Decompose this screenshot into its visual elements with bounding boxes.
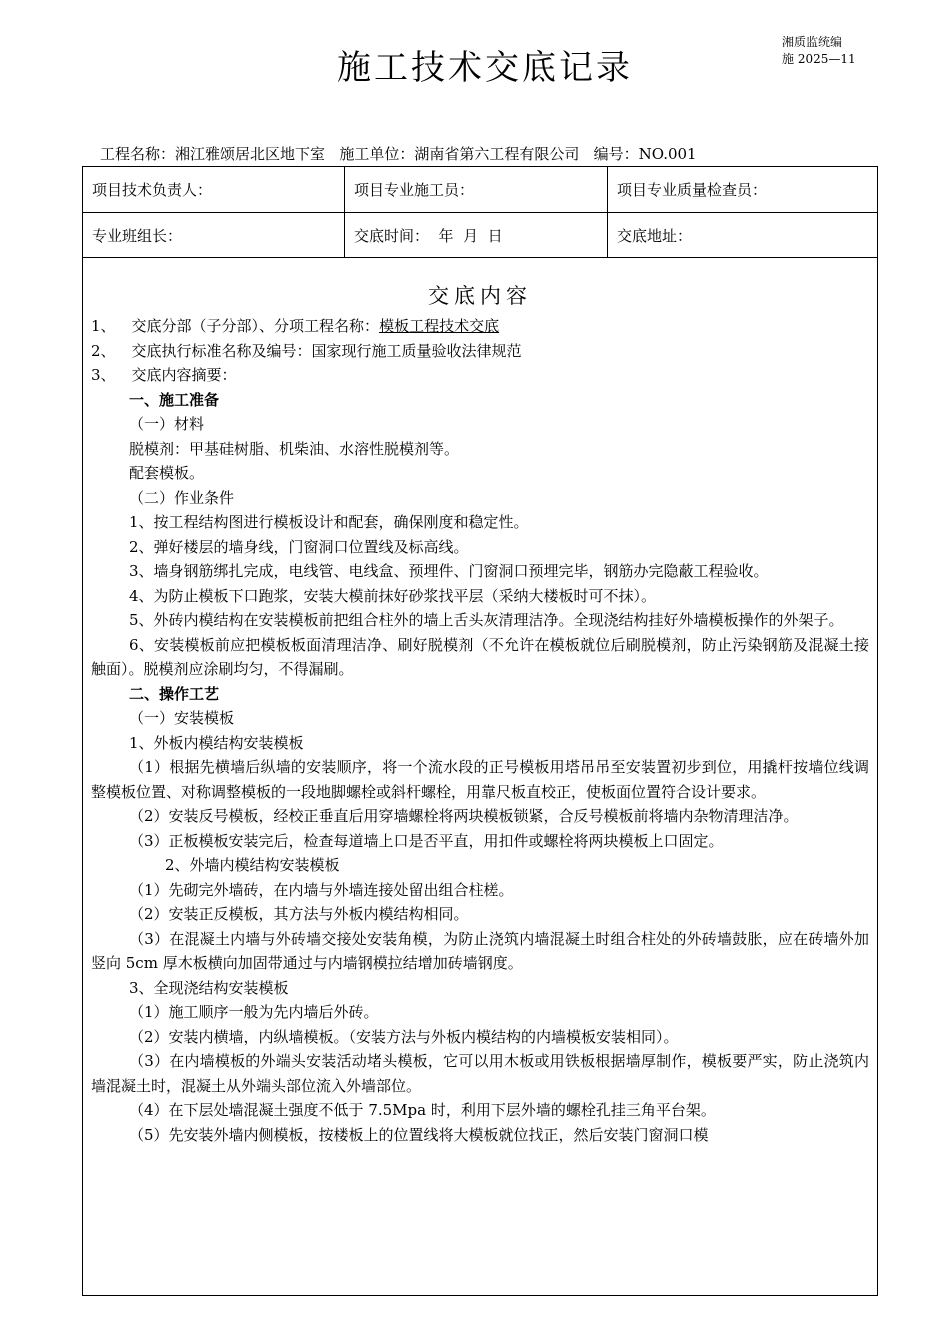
paragraph: 3、墙身钢筋绑扎完成，电线管、电线盒、预埋件、门窗洞口预埋完毕，钢筋办完隐蔽工程验收。 — [129, 562, 769, 580]
project-info-line — [100, 143, 697, 164]
briefing-time-cell: 交底时间： 年 月 日 — [345, 213, 608, 258]
item-value: 模板工程技术交底 — [379, 317, 500, 335]
paragraph: 2、弹好楼层的墙身线，门窗洞口位置线及标高线。 — [129, 537, 469, 556]
item-line: 1、 交底分部（子分部）、分项工程名称：模板工程技术交底 — [91, 317, 500, 335]
briefing-location-cell: 交底地址： — [608, 213, 877, 258]
paragraph: 配套模板。 — [129, 464, 205, 482]
paragraph: （2）安装正反模板，其方法与外板内模结构相同。 — [129, 905, 469, 923]
paragraph: （2）安装内横墙，内纵墙模板。（安装方法与外板内模结构的内墙模板安装相同）。 — [129, 1027, 679, 1046]
construction-unit: 施工单位：湖南省第六工程有限公司 — [339, 145, 580, 163]
subsection-heading: 3、全现浇结构安装模板 — [129, 978, 289, 997]
section-heading: 一、施工准备 — [129, 390, 220, 409]
paragraph: （1）根据先横墙后纵墙的安装顺序，将一个流水段的正号模板用塔吊吊至安装置初步到位，用撬杆按墙位线调整模板位置、对称调整模板的一段地脚螺栓或斜杆螺栓，用靠尺板直校正，使板面位置符合设计要求。 — [91, 758, 869, 801]
document-code-line: 湘质监统编 — [782, 35, 843, 49]
paragraph: 5、外砖内模结构在安装模板前把组合柱外的墙上舌头灰清理洁净。全现浇结构挂好外墙模板操作的外架子。 — [129, 611, 844, 629]
paragraph: 6、安装模板前应把模板板面清理洁净、刷好脱模剂（不允许在模板就位后刷脱模剂，防止污染钢筋及混凝土接触面）。脱模剂应涂刷均匀，不得漏刷。 — [91, 635, 869, 678]
paragraph: （3）在内墙模板的外端头安装活动堵头模板，它可以用木板或用铁板根据墙厚制作，模板要严实，防止浇筑内墙混凝土时，混凝土从外端头部位流入外墙部位。 — [91, 1052, 869, 1095]
paragraph: 4、为防止模板下口跑浆，安装大模前抹好砂浆找平层（采纳大楼板时可不抹）。 — [129, 586, 657, 605]
record-table — [82, 166, 878, 1296]
quality-inspector-cell: 项目专业质量检查员： — [608, 167, 877, 213]
subsection-heading: 2、外墙内模结构安装模板 — [165, 856, 340, 874]
paragraph: 脱模剂：甲基硅树脂、机柴油、水溶性脱模剂等。 — [129, 439, 460, 458]
document-code-line: 施 2025—11 — [782, 52, 856, 66]
paragraph: （3）在混凝土内墙与外砖墙交接处安装角模，为防止浇筑内墙混凝土时组合柱处的外砖墙鼓胀，应在砖墙外加竖向 5cm 厚木板横向加固带通过与内墙钢模拉结增加砖墙钢度。 — [91, 929, 869, 972]
subsection-heading: （一）安装模板 — [129, 709, 235, 727]
paragraph: 1、按工程结构图进行模板设计和配套，确保刚度和稳定性。 — [129, 513, 529, 531]
subsection-heading: （二）作业条件 — [129, 488, 235, 507]
subsection-heading: 1、外板内模结构安装模板 — [129, 733, 304, 752]
subsection-heading: （一）材料 — [129, 415, 205, 433]
construction-staff-cell: 项目专业施工员： — [345, 167, 608, 213]
section-heading: 二、操作工艺 — [129, 684, 220, 703]
tech-leader-cell: 项目技术负责人： — [83, 167, 345, 213]
item-line: 2、 交底执行标准名称及编号：国家现行施工质量验收法律规范 — [91, 341, 522, 360]
paragraph: （2）安装反号模板，经校正垂直后用穿墙螺栓将两块模板锁紧，合反号模板前将墙内杂物清理洁净。 — [129, 807, 799, 825]
paragraph: （4）在下层处墙混凝土强度不低于 7.5Mpa 时，利用下层外墙的螺栓孔挂三角平台架。 — [129, 1101, 716, 1119]
paragraph: （3）正板模板安装完后，检查每道墙上口是否平直，用扣件或螺栓将两块模板上口固定。 — [129, 831, 724, 850]
content-title: 交底内容 — [428, 284, 532, 308]
item-line: 3、 交底内容摘要： — [91, 366, 237, 384]
paragraph: （1）施工顺序一般为先内墙后外砖。 — [129, 1003, 379, 1021]
record-number: 编号：NO.001 — [593, 145, 697, 163]
paragraph: （5）先安装外墙内侧模板，按楼板上的位置线将大模板就位找正，然后安装门窗洞口模 — [129, 1125, 709, 1144]
page-title: 施工技术交底记录 — [337, 48, 633, 88]
team-leader-cell: 专业班组长： — [83, 213, 345, 258]
project-name: 工程名称：湘江雅颂居北区地下室 — [100, 145, 326, 163]
briefing-content — [91, 281, 869, 1147]
paragraph: （1）先砌完外墙砖，在内墙与外墙连接处留出组合柱槎。 — [129, 880, 514, 899]
